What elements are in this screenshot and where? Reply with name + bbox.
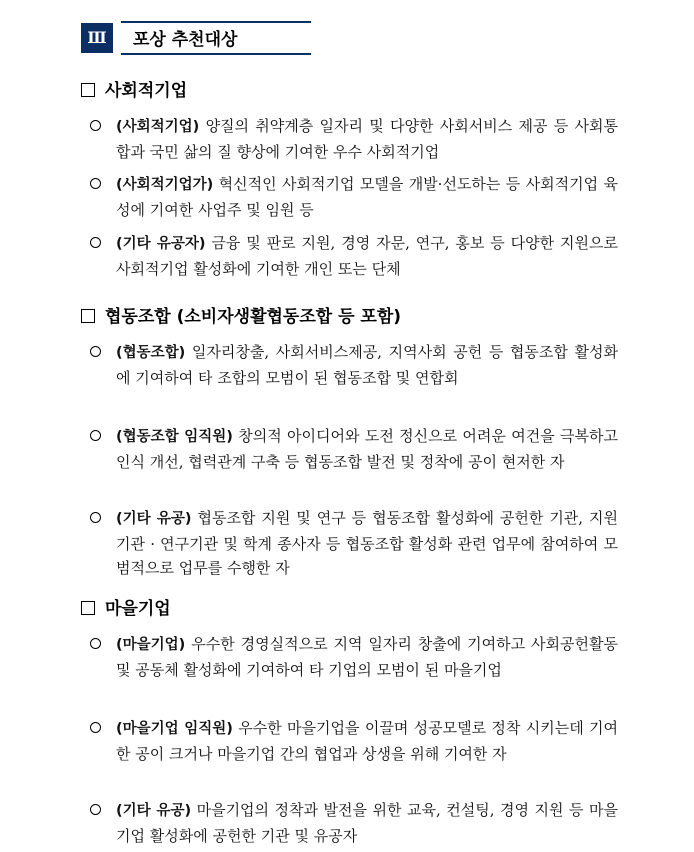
circle-bullet-icon — [90, 638, 101, 649]
section-title-cooperative — [81, 302, 401, 327]
circle-bullet-icon — [90, 430, 101, 441]
section-title-text: 협동조합 (소비자생활협동조합 등 포함) — [105, 307, 402, 327]
item-label: (기타 유공) — [116, 511, 192, 527]
list-item — [90, 172, 618, 222]
list-item — [90, 506, 618, 581]
section-title-village-enterprise — [81, 594, 171, 619]
list-item — [90, 231, 618, 281]
item-text: 마을기업의 정착과 발전을 위한 교육, 컨설팅, 경영 지원 등 마을기업 활성화에 공헌한 기관 및 유공자 — [116, 801, 618, 845]
circle-bullet-icon — [90, 722, 101, 733]
section-title-social-enterprise — [81, 76, 187, 101]
list-item — [90, 632, 618, 682]
item-text: 우수한 마을기업을 이끌며 성공모델로 정착 시키는데 기여한 공이 크거나 마을기업 간의 협업과 상생을 위해 기여한 자 — [116, 719, 618, 763]
list-item — [90, 340, 618, 390]
item-label: (기타 유공) — [116, 803, 192, 819]
item-label: (협동조합 임직원) — [116, 429, 233, 445]
item-label: (마을기업) — [116, 637, 186, 653]
list-item — [90, 424, 618, 474]
circle-bullet-icon — [90, 178, 101, 189]
item-label: (사회적기업가) — [116, 177, 214, 193]
square-bullet-icon — [81, 309, 95, 323]
item-label: (사회적기업) — [116, 119, 200, 135]
section-title-text: 사회적기업 — [105, 81, 188, 101]
circle-bullet-icon — [90, 346, 101, 357]
circle-bullet-icon — [90, 237, 101, 248]
list-item — [90, 716, 618, 766]
square-bullet-icon — [81, 83, 95, 97]
section-title-text: 마을기업 — [105, 599, 171, 619]
circle-bullet-icon — [90, 512, 101, 523]
item-label: (기타 유공자) — [116, 236, 206, 252]
list-item — [90, 114, 618, 164]
item-text: 창의적 아이디어와 도전 정신으로 어려운 여건을 극복하고 인식 개선, 협력관계 구축 등 협동조합 발전 및 정착에 공이 현저한 자 — [116, 427, 618, 471]
item-text: 양질의 취약계층 일자리 및 다양한 사회서비스 제공 등 사회통합과 국민 삶의 질 향상에 기여한 우수 사회적기업 — [116, 117, 618, 161]
list-item — [90, 798, 618, 848]
square-bullet-icon — [81, 601, 95, 615]
item-text: 금융 및 판로 지원, 경영 자문, 연구, 홍보 등 다양한 지원으로 사회적기업 활성화에 기여한 개인 또는 단체 — [116, 234, 618, 278]
item-text: 우수한 경영실적으로 지역 일자리 창출에 기여하고 사회공헌활동 및 공동체 활성화에 기여하여 타 기업의 모범이 된 마을기업 — [116, 635, 618, 679]
section-header-title: 포상 추천대상 — [121, 21, 311, 55]
item-text: 혁신적인 사회적기업 모델을 개발·선도하는 등 사회적기업 육성에 기여한 사업주 및 임원 등 — [116, 175, 618, 219]
item-text: 일자리창출, 사회서비스제공, 지역사회 공헌 등 협동조합 활성화에 기여하여 타 조합의 모범이 된 협동조합 및 연합회 — [116, 343, 618, 387]
circle-bullet-icon — [90, 120, 101, 131]
section-header — [81, 21, 311, 57]
item-label: (마을기업 임직원) — [116, 721, 233, 737]
item-label: (협동조합) — [116, 345, 186, 361]
item-text: 협동조합 지원 및 연구 등 협동조합 활성화에 공헌한 기관, 지원기관 · 연구기관 및 학계 종사자 등 협동조합 활성화 관련 업무에 참여하여 모범적으로 업무를 수행한 자 — [116, 509, 618, 577]
section-number-badge: Ⅲ — [81, 23, 113, 53]
circle-bullet-icon — [90, 804, 101, 815]
